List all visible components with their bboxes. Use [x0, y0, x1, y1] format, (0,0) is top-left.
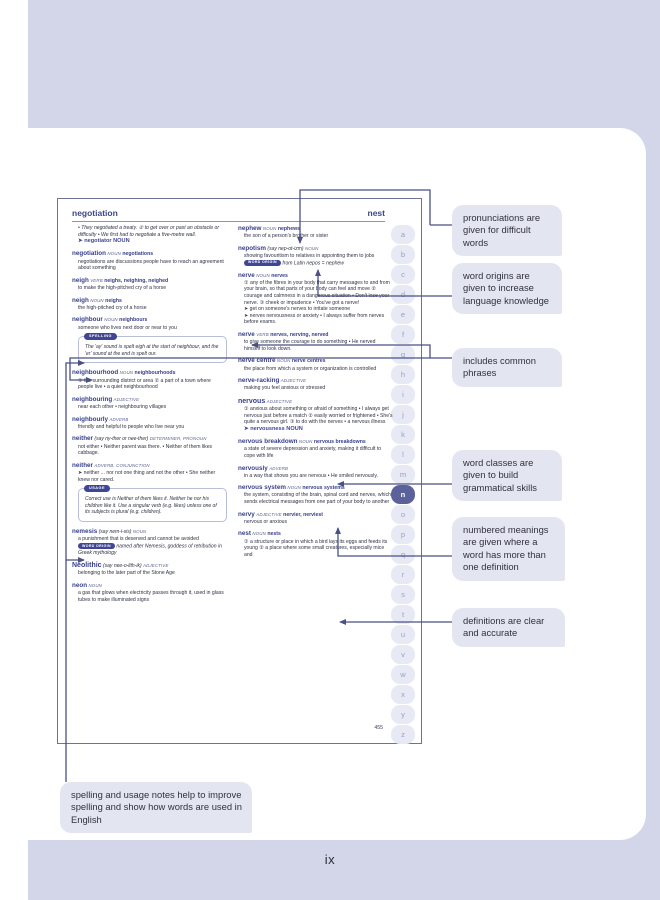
- entry-negotiation: [72, 250, 227, 271]
- phrase-entry: ➤ nerves nervousness or anxiety • I always suffer from nerves before exams.: [244, 312, 385, 326]
- alpha-tab-m[interactable]: m: [391, 465, 415, 484]
- entry-neither-adverb: [72, 462, 227, 483]
- alpha-tab-y[interactable]: y: [391, 705, 415, 724]
- inflections: nephews: [277, 226, 301, 232]
- entry-neon: [72, 582, 227, 603]
- alpha-tab-k[interactable]: k: [391, 425, 415, 444]
- alpha-tab-f[interactable]: f: [391, 325, 415, 344]
- word-origin-text: named after Nemesis, goddess of retribution in Greek mythology: [78, 543, 222, 556]
- headword: nervous system: [238, 484, 286, 492]
- word-class: ADVERB, CONJUNCTION: [94, 462, 150, 468]
- alpha-tab-n[interactable]: n: [391, 485, 415, 504]
- definition-text: the place from which a system or organization is controlled: [244, 365, 377, 372]
- word-origin-tag: WORD ORIGIN: [244, 260, 281, 266]
- headword: neigh: [72, 276, 89, 284]
- pronunciation: (say ny-ther or nee-ther): [94, 436, 149, 443]
- inflections: nervier, nerviest: [283, 511, 323, 518]
- inner-page-number: 455: [374, 725, 383, 731]
- entry-nervous-system: [238, 484, 393, 505]
- definition-text: belonging to the later part of the Stone Age: [78, 570, 175, 577]
- word-origin-tag: WORD ORIGIN: [78, 543, 115, 549]
- right-text-column: [238, 225, 393, 563]
- definition-text: • They negotiated a treaty. ② to get over or past an obstacle or difficulty • We first had to negotiate a five-metre wall.: [78, 225, 220, 238]
- entry-nerve-verb: [238, 331, 393, 352]
- word-class: NOUN: [298, 439, 313, 445]
- running-head: [72, 208, 385, 222]
- word-class: NOUN: [262, 226, 277, 231]
- alpha-tab-r[interactable]: r: [391, 565, 415, 584]
- headword: nerve: [238, 271, 255, 279]
- word-class: NOUN: [90, 297, 104, 303]
- headword: negotiation: [72, 250, 106, 258]
- entry-neighbourly: [72, 416, 227, 431]
- spelling-note-tag: SPELLING: [84, 333, 117, 341]
- entry-nervy: [238, 511, 393, 526]
- word-class: VERB: [90, 277, 103, 283]
- entry-neighbourhood: [72, 369, 227, 390]
- word-class: NOUN: [88, 583, 102, 589]
- alpha-tab-a[interactable]: a: [391, 225, 415, 244]
- word-class: ADJECTIVE: [266, 398, 293, 404]
- runon-derivative: ➤ nervousness NOUN: [244, 425, 303, 432]
- headword: nerve: [238, 331, 255, 338]
- definition-text: not either • Neither parent was there. • Neither of them likes cabbage.: [78, 443, 213, 457]
- definition-text: ① a structure or place in which a bird lays its eggs and feeds its young ② a place where some small creatures, especially mice and: [244, 538, 388, 558]
- alpha-tab-z[interactable]: z: [391, 725, 415, 744]
- inflections: nerves: [271, 272, 288, 279]
- definition-text: to give someone the courage to do something • He nerved himself to look down.: [244, 339, 376, 352]
- entry-nephew: [238, 225, 393, 240]
- entry-nemesis: [72, 528, 227, 556]
- word-class: NOUN: [304, 245, 319, 251]
- headword: neighbour: [72, 316, 103, 324]
- callout-word-classes: word classes are given to build grammatical skills: [452, 450, 562, 501]
- alpha-tab-j[interactable]: j: [391, 405, 415, 424]
- headword: nest: [238, 530, 251, 538]
- outer-page-number: ix: [324, 852, 336, 867]
- usage-note-body: Correct use is Neither of them likes it. Neither he nor his children like it. Use a singular verb (e.g. likes) unless one of its subjects is plural (e.g. children).: [85, 496, 217, 516]
- word-class: NOUN: [256, 272, 270, 278]
- entry-nervous: [238, 397, 393, 433]
- inflections: neighbourhoods: [134, 370, 176, 377]
- alpha-tab-g[interactable]: g: [391, 345, 415, 364]
- headword: nephew: [238, 225, 262, 232]
- entry-nervously: [238, 465, 393, 480]
- alpha-tab-p[interactable]: p: [391, 525, 415, 544]
- inflections: nervous breakdowns: [313, 439, 366, 446]
- alpha-tab-t[interactable]: t: [391, 605, 415, 624]
- callout-word-origins: word origins are given to increase language knowledge: [452, 263, 562, 314]
- white-left-margin: [0, 128, 40, 840]
- inflections: nervous systems: [302, 485, 345, 492]
- headword: neither: [72, 435, 93, 443]
- definition-text: the son of a person's brother or sister: [244, 233, 329, 240]
- definition-text: friendly and helpful to people who live near you: [78, 423, 185, 430]
- word-class: ADVERB: [269, 465, 289, 471]
- definition-text: near each other • neighbouring villages: [78, 403, 167, 410]
- alpha-tab-u[interactable]: u: [391, 625, 415, 644]
- word-class: NOUN: [104, 317, 118, 323]
- definition-text: the high-pitched cry of a horse: [78, 304, 147, 311]
- alpha-tab-i[interactable]: i: [391, 385, 415, 404]
- word-class: NOUN: [287, 485, 301, 491]
- alphabet-tab-rail[interactable]: [391, 225, 417, 745]
- dictionary-page-card: [57, 198, 422, 744]
- definition-text: in a way that shows you are nervous • He smiled nervously.: [244, 472, 378, 479]
- left-text-column: [72, 225, 227, 608]
- running-head-right: nest: [367, 208, 385, 218]
- headword: neither: [72, 461, 93, 469]
- headword: nerve centre: [238, 357, 276, 365]
- entry-neighbour: [72, 316, 227, 331]
- word-class: NOUN: [107, 251, 121, 257]
- alpha-tab-b[interactable]: b: [391, 245, 415, 264]
- alpha-tab-o[interactable]: o: [391, 505, 415, 524]
- headword: Neolithic: [72, 562, 102, 570]
- word-origin-text: from Latin nepos = nephew: [282, 259, 344, 266]
- alpha-tab-c[interactable]: c: [391, 265, 415, 284]
- definition-text: a punishment that is deserved and cannot be avoided WORD ORIGIN named after Nemesis, goddess of retribution in Greek mythology: [78, 536, 222, 556]
- word-class: ADJECTIVE: [143, 563, 169, 569]
- word-class: ADJECTIVE: [280, 378, 307, 384]
- headword: nervously: [238, 464, 268, 472]
- alpha-tab-e[interactable]: e: [391, 305, 415, 324]
- definition-text: ① the surrounding district or area ② a part of a town where people live • a quiet neighbourhood: [78, 377, 211, 391]
- entry-neolithic: [72, 561, 227, 577]
- running-head-left: negotiation: [72, 208, 118, 218]
- inflections: nerves, nerving, nerved: [270, 332, 329, 338]
- definition-text: ① any of the fibres in your body that carry messages to and from your brain, so that parts of your body can feel and move ② courage and calmness in a dangerous situation • Don't lose your nerve. ③ cheek or impudence • You've got a nerve!: [244, 279, 390, 306]
- inflections: neighs, neighing, neighed: [104, 277, 169, 284]
- word-class: NOUN: [252, 531, 266, 537]
- definition-text: to make the high-pitched cry of a horse: [78, 285, 167, 292]
- runon-derivative: ➤ negotiator NOUN: [78, 238, 130, 245]
- headword: neigh: [72, 296, 89, 304]
- word-class: NOUN: [119, 370, 134, 376]
- word-class: VERB: [256, 332, 269, 337]
- inflections: neighs: [105, 297, 122, 304]
- inflections: negotiations: [122, 251, 154, 258]
- usage-note-tag: USAGE: [84, 485, 110, 493]
- headword: nervous breakdown: [238, 438, 298, 446]
- spelling-note-box: [78, 336, 227, 363]
- definition-text: making you feel anxious or stressed: [244, 385, 326, 392]
- alpha-tab-h[interactable]: h: [391, 365, 415, 384]
- alpha-tab-x[interactable]: x: [391, 685, 415, 704]
- callout-spelling-usage: spelling and usage notes help to improve spelling and show how words are used in English: [60, 782, 252, 833]
- word-class: ADJECTIVE: [256, 511, 282, 517]
- word-class: ADVERB: [109, 416, 129, 422]
- phrase-entry: ➤ get on someone's nerves to irritate someone: [244, 306, 351, 313]
- inflections: neighbours: [119, 317, 148, 324]
- definition-text: showing favouritism to relatives in appointing them to jobs WORD ORIGIN from Latin nepos = nephew: [244, 252, 375, 266]
- headword: nepotism: [238, 244, 266, 252]
- headword: neighbouring: [72, 395, 113, 403]
- usage-note-box: [78, 488, 227, 522]
- definition-text: ➤ neither ... nor not one thing and not the other • She neither knew nor cared.: [78, 469, 216, 483]
- inflections: nests: [267, 531, 281, 538]
- headword: nerve-racking: [238, 377, 280, 385]
- callout-pronunciations: pronunciations are given for difficult words: [452, 205, 562, 256]
- callout-common-phrases: includes common phrases: [452, 348, 562, 387]
- pronunciation: (say nep-ot-izm): [267, 245, 304, 252]
- headword: neighbourhood: [72, 369, 119, 377]
- pronunciation: (say nem-i-sis): [98, 528, 132, 535]
- entry-neither-determiner: [72, 435, 227, 456]
- entry-nerve-noun: [238, 272, 393, 326]
- spelling-note-body: The 'ay' sound is spelt eigh at the start of neighbour, and the 'er' sound at the end is spelt our.: [85, 344, 219, 357]
- headword: neon: [72, 582, 88, 590]
- entry-negotiate-continuation: [72, 225, 227, 245]
- entry-nerve-racking: [238, 377, 393, 392]
- inflections: nerve centres: [291, 358, 326, 365]
- definition-text: someone who lives next door or near to you: [78, 324, 177, 331]
- entry-nerve-centre: [238, 357, 393, 372]
- word-class: NOUN: [132, 528, 147, 534]
- word-class: DETERMINER, PRONOUN: [149, 436, 207, 442]
- word-class: ADJECTIVE: [113, 396, 140, 402]
- entry-neighbouring: [72, 396, 227, 411]
- alpha-tab-w[interactable]: w: [391, 665, 415, 684]
- entry-nest: [238, 530, 393, 558]
- alpha-tab-s[interactable]: s: [391, 585, 415, 604]
- definition-text: a gas that glows when electricity passes through it, used in glass tubes to make illuminated signs: [78, 590, 224, 603]
- alpha-tab-v[interactable]: v: [391, 645, 415, 664]
- definition-text: nervous or anxious: [244, 518, 288, 525]
- entry-nervous-breakdown: [238, 438, 393, 459]
- callout-numbered-meanings: numbered meanings are given where a word has more than one definition: [452, 517, 565, 581]
- entry-nepotism: [238, 245, 393, 267]
- alpha-tab-q[interactable]: q: [391, 545, 415, 564]
- definition-text: the system, consisting of the brain, spinal cord and nerves, which sends electrical messages from one part of your body to another: [244, 492, 391, 506]
- entry-neigh-verb: [72, 277, 227, 292]
- definition-text: ① anxious about something or afraid of something • I always get nervous just before a match ② easily worried or frightened • She's quite a nervous girl. ③ to do with the nerves • a nervous illness: [244, 406, 393, 426]
- alpha-tab-d[interactable]: d: [391, 285, 415, 304]
- headword: nervous: [238, 397, 266, 405]
- word-class: NOUN: [276, 358, 291, 364]
- pronunciation: (say nee-o-lith-ik): [102, 563, 142, 570]
- headword: nervy: [238, 510, 255, 518]
- headword: nemesis: [72, 527, 98, 535]
- alpha-tab-l[interactable]: l: [391, 445, 415, 464]
- entry-neigh-noun: [72, 297, 227, 312]
- callout-definitions: definitions are clear and accurate: [452, 608, 565, 647]
- headword: neighbourly: [72, 415, 109, 423]
- definition-text: a state of severe depression and anxiety, making it difficult to cope with life: [244, 446, 382, 459]
- definition-text: negotiations are discussions people have to reach an agreement about something: [78, 258, 224, 272]
